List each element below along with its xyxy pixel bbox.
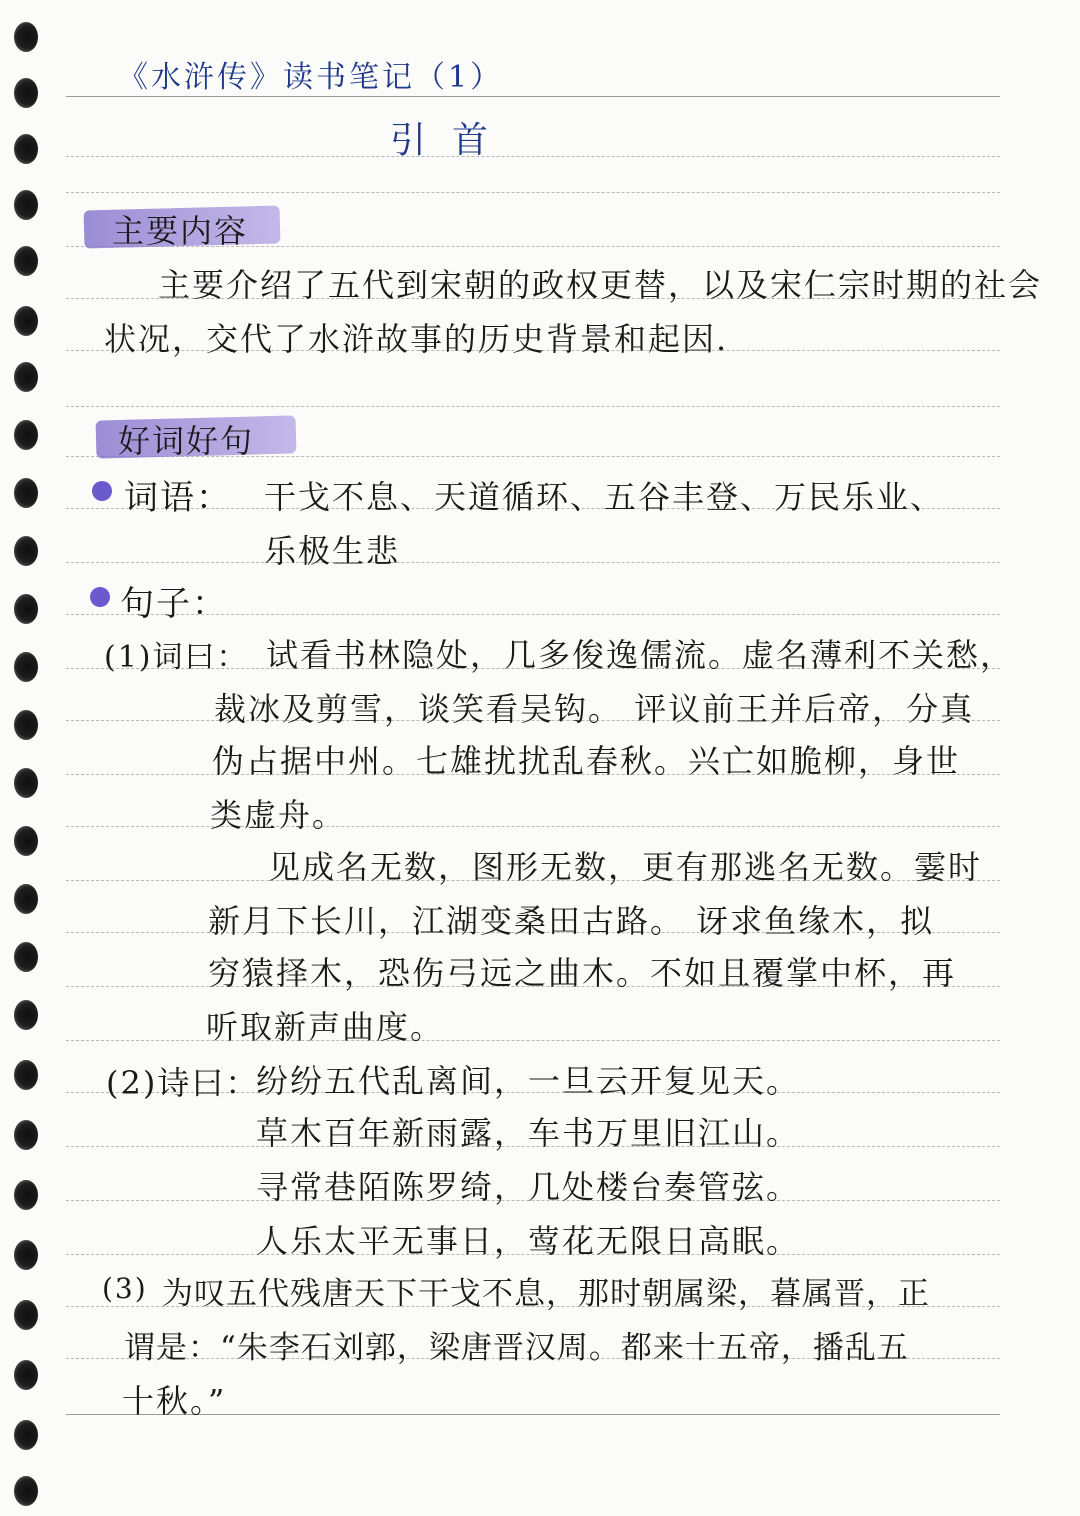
- shi-line: 草木百年新雨露，车书万里旧江山。: [256, 1114, 801, 1152]
- ci-line: 穷猿择木，恐伤弓远之曲木。不如且覆掌中杯，再: [208, 954, 957, 992]
- binding-hole: [14, 1240, 38, 1270]
- words-line: 干戈不息、天道循环、五谷丰登、万民乐业、: [264, 478, 945, 516]
- binding-hole: [14, 884, 38, 914]
- binding-hole: [14, 362, 38, 392]
- page-title: 引首: [390, 120, 515, 161]
- section-heading-words: 好词好句: [118, 422, 255, 460]
- binding-hole: [14, 190, 38, 220]
- words-line: 乐极生悲: [264, 532, 401, 570]
- sentences-label: 句子：: [120, 584, 228, 624]
- binding-hole: [14, 594, 38, 624]
- ci-line: 伪占据中州。七雄扰扰乱春秋。兴亡如脆柳，身世: [212, 742, 961, 780]
- shi-line: 寻常巷陌陈罗绮，几处楼台奏管弦。: [256, 1168, 801, 1206]
- binding-hole: [14, 1476, 38, 1506]
- ci-line: 新月下长川，江湖变桑田古路。 讶求鱼缘木，拟: [208, 902, 935, 940]
- binding-hole: [14, 1360, 38, 1390]
- main-content-line: 主要介绍了五代到宋朝的政权更替，以及宋仁宗时期的社会: [158, 266, 1043, 304]
- binding-hole: [14, 1300, 38, 1330]
- ci-line: 类虚舟。: [210, 796, 347, 834]
- binding-hole: [14, 1000, 38, 1030]
- binding-hole: [14, 1120, 38, 1150]
- item3-line: 为叹五代残唐天下干戈不息，那时朝属梁，暮属晋，正: [162, 1276, 930, 1312]
- binding-hole: [14, 826, 38, 856]
- ci-line: 见成名无数，图形无数，更有那逃名无数。霎时: [268, 848, 983, 886]
- binding-hole: [14, 306, 38, 336]
- ci-label: (1)词曰：: [104, 640, 249, 675]
- ci-line: 试看书林隐处，几多俊逸儒流。虚名薄利不关愁，: [266, 636, 1015, 674]
- binding-hole: [14, 942, 38, 972]
- main-content-line: 状况，交代了水浒故事的历史背景和起因.: [104, 320, 729, 358]
- binding-hole: [14, 78, 38, 108]
- ci-line: 裁冰及剪雪，谈笑看吴钩。 评议前王并后帝，分真: [214, 690, 975, 728]
- bullet-icon: [92, 481, 112, 501]
- bullet-icon: [90, 587, 110, 607]
- binding-hole: [14, 768, 38, 798]
- binding-hole: [14, 1180, 38, 1210]
- binding-hole: [14, 1060, 38, 1090]
- page-header: 《水浒传》读书笔记（1）: [118, 60, 504, 95]
- binding-hole: [14, 1420, 38, 1450]
- item3-line: 十秋。”: [122, 1382, 227, 1420]
- binding-hole: [14, 710, 38, 740]
- item3-label: (3): [102, 1272, 148, 1305]
- shi-line: 人乐太平无事日，莺花无限日高眠。: [256, 1222, 801, 1260]
- shi-line: 纷纷五代乱离间，一旦云开复见天。: [256, 1062, 801, 1100]
- binding-hole: [14, 652, 38, 682]
- binding-hole: [14, 478, 38, 508]
- ci-line: 听取新声曲度。: [206, 1008, 445, 1046]
- binding-hole: [14, 536, 38, 566]
- binding-hole: [14, 246, 38, 276]
- shi-label: (2)诗曰：: [106, 1064, 260, 1102]
- binding-hole: [14, 134, 38, 164]
- section-heading-main: 主要内容: [112, 212, 249, 250]
- notebook-binding: [0, 0, 60, 1516]
- item3-line: 谓是：“朱李石刘郭，梁唐晋汉周。都来十五帝，播乱五: [124, 1330, 909, 1366]
- words-label: 词语：: [124, 478, 232, 518]
- binding-hole: [14, 22, 38, 52]
- binding-hole: [14, 420, 38, 450]
